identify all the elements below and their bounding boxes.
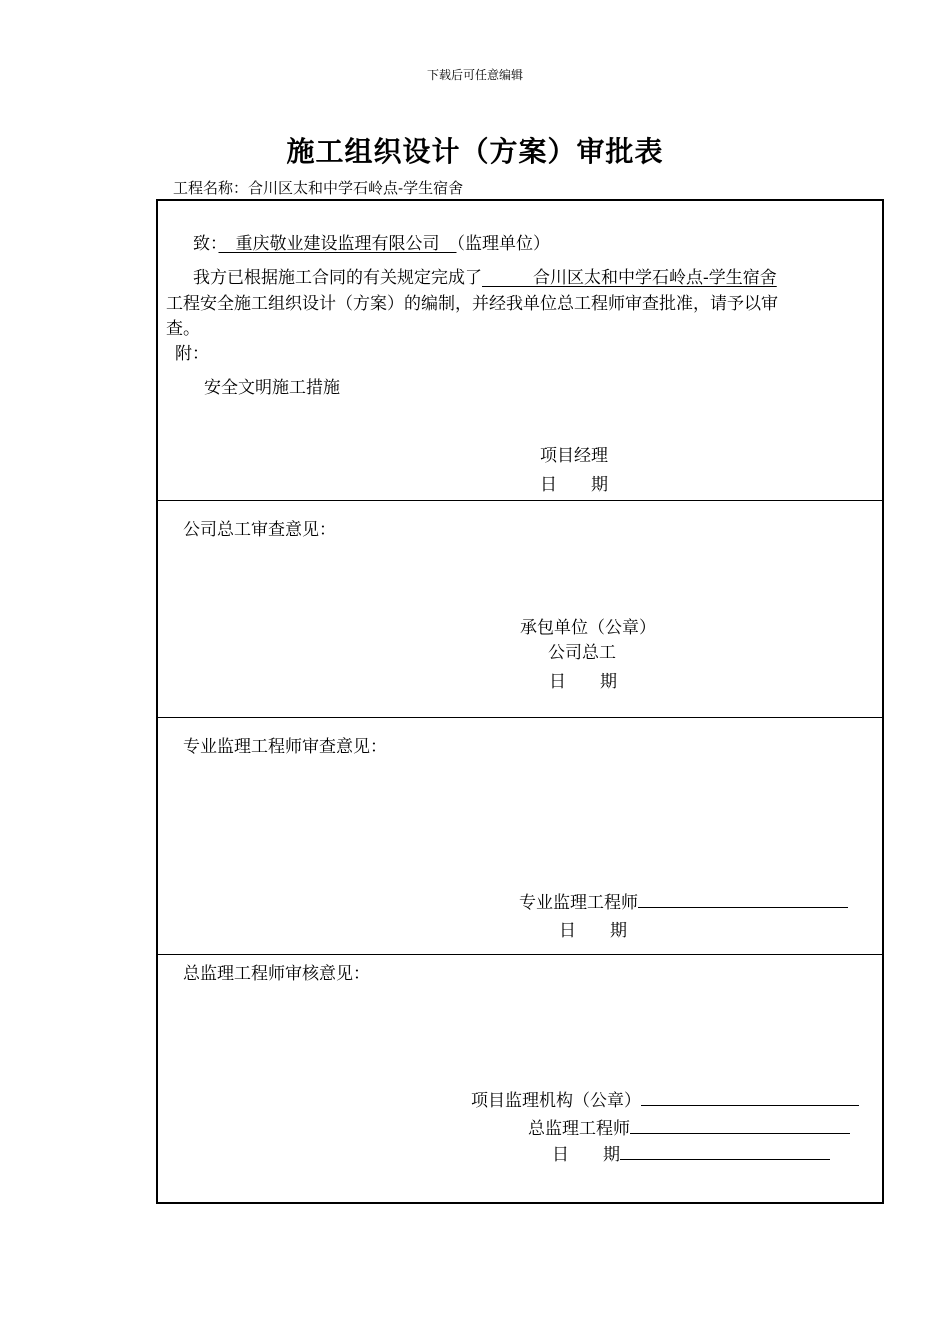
- chief-date-label: 日 期: [552, 1145, 620, 1165]
- header-note: 下载后可任意编辑: [426, 68, 523, 82]
- attachment-label: 附：: [175, 344, 209, 364]
- chief-engineer-label: 公司总工: [548, 643, 616, 663]
- form-title: 施工组织设计（方案）审批表: [286, 135, 664, 168]
- body-project-name: 合川区太和中学石岭点-学生宿舍: [533, 268, 777, 288]
- company-review-heading: 公司总工审查意见：: [183, 520, 336, 540]
- chief-supervisor-blank[interactable]: [630, 1117, 850, 1134]
- supervision-company: 重庆敬业建设监理有限公司: [235, 234, 440, 254]
- chief-date-line: [552, 1140, 830, 1165]
- supervisor-review-heading: 专业监理工程师审查意见：: [183, 737, 387, 757]
- section-divider: [156, 954, 884, 955]
- body-prefix: 我方已根据施工合同的有关规定完成了: [193, 268, 482, 288]
- project-name-line: [173, 177, 463, 198]
- supervisor-signature-line: [519, 888, 848, 913]
- org-seal-line: [471, 1086, 859, 1111]
- body-line-3: 查。: [166, 319, 200, 339]
- org-seal-label: 项目监理机构（公章）: [471, 1091, 641, 1111]
- supervisor-label: 专业监理工程师: [519, 893, 638, 913]
- contractor-seal-label: 承包单位（公章）: [520, 618, 656, 638]
- chief-review-heading: 总监理工程师审核意见：: [183, 964, 370, 984]
- attachment-name: 安全文明施工措施: [204, 378, 340, 398]
- company-date-label: 日 期: [549, 672, 617, 692]
- project-name-label: 工程名称：: [173, 179, 249, 197]
- approval-table: [156, 199, 884, 1204]
- addressee-line: [193, 229, 550, 254]
- project-name-value: 合川区太和中学石岭点-学生宿舍: [248, 179, 464, 197]
- supervisor-signature-blank[interactable]: [638, 891, 848, 908]
- chief-supervisor-label: 总监理工程师: [528, 1119, 630, 1139]
- project-manager-label: 项目经理: [540, 446, 608, 466]
- section-divider: [156, 500, 884, 501]
- addressee-suffix: （监理单位）: [456, 234, 550, 254]
- section-divider: [156, 717, 884, 718]
- body-line-1: [193, 263, 777, 288]
- body-line-2: 工程安全施工组织设计（方案）的编制，并经我单位总工程师审查批准，请予以审: [166, 294, 778, 314]
- addressee-label: 致：: [193, 234, 219, 254]
- chief-date-blank[interactable]: [620, 1143, 830, 1160]
- manager-date-label: 日 期: [540, 475, 608, 495]
- supervisor-date-label: 日 期: [559, 921, 627, 941]
- org-seal-blank[interactable]: [641, 1089, 859, 1106]
- chief-supervisor-line: [528, 1114, 850, 1139]
